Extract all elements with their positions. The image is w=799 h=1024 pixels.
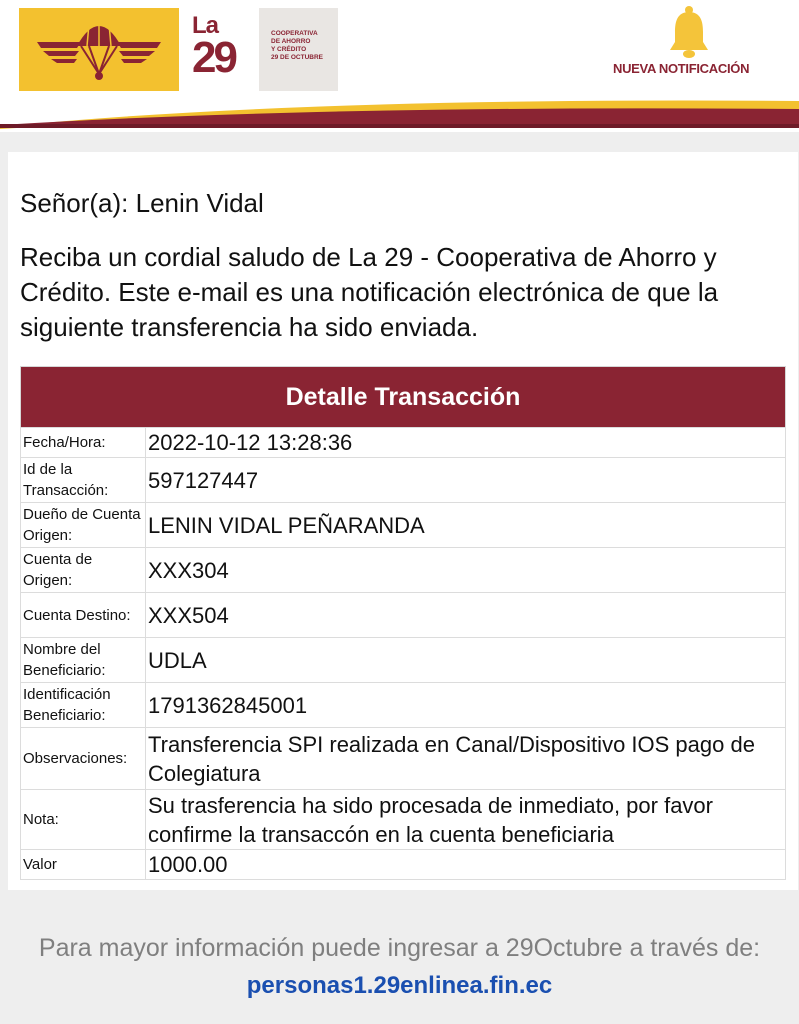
row-value: UDLA [146, 638, 786, 683]
email-header [0, 0, 799, 132]
online-banking-link[interactable]: personas1.29enlinea.fin.ec [246, 972, 553, 999]
table-row [21, 850, 786, 880]
greeting: Señor(a): Lenin Vidal [20, 188, 264, 218]
row-label: Cuenta Destino: [21, 593, 146, 638]
coop-line-1: COOPERATIVA [271, 30, 318, 37]
table-row [21, 503, 786, 548]
table-row [21, 683, 786, 728]
parachute-wings-icon [19, 8, 179, 91]
row-label: Nombre del Beneficiario: [21, 638, 146, 683]
row-value: 597127447 [146, 458, 786, 503]
bell-icon [666, 4, 712, 60]
coop-line-2: DE AHORRO [271, 38, 311, 45]
table-row [21, 790, 786, 850]
header-swoosh-divider [0, 95, 799, 135]
table-row [21, 548, 786, 593]
logo-29-text: 29 [192, 33, 235, 82]
row-label: Cuenta de Origen: [21, 548, 146, 593]
cooperative-name [271, 30, 335, 62]
row-label: Identificación Beneficiario: [21, 683, 146, 728]
cooperative-name-box [259, 8, 338, 91]
table-row [21, 458, 786, 503]
new-notification-label: NUEVA NOTIFICACIÓN [613, 61, 750, 76]
row-label: Fecha/Hora: [21, 428, 146, 458]
table-title: Detalle Transacción [21, 367, 786, 428]
row-value: Su trasferencia ha sido procesada de inmediato, por favor confirme la transaccón en la cuenta beneficiaria [146, 790, 786, 850]
row-value: XXX304 [146, 548, 786, 593]
transaction-detail-table [20, 366, 786, 880]
intro-paragraph: Reciba un cordial saludo de La 29 - Cooperativa de Ahorro y Crédito. Este e-mail es una notificación electrónica de que la siguiente transferencia ha sido enviada. [20, 242, 719, 342]
coop-line-4: 29 DE OCTUBRE [271, 54, 324, 61]
table-row [21, 728, 786, 790]
row-label: Valor [21, 850, 146, 880]
message-card [8, 152, 798, 890]
row-label: Observaciones: [21, 728, 146, 790]
row-value: LENIN VIDAL PEÑARANDA [146, 503, 786, 548]
row-label: Nota: [21, 790, 146, 850]
la29-logo [186, 14, 252, 80]
brand-emblem [19, 8, 179, 91]
row-value: 2022-10-12 13:28:36 [146, 428, 786, 458]
row-value: Transferencia SPI realizada en Canal/Dispositivo IOS pago de Colegiatura [146, 728, 786, 790]
footer-info-text: Para mayor información puede ingresar a 29Octubre a través de: [38, 934, 761, 962]
logo-la-text: La [192, 12, 219, 39]
row-label: Dueño de Cuenta Origen: [21, 503, 146, 548]
coop-line-3: Y CRÉDITO [271, 46, 307, 53]
table-row [21, 428, 786, 458]
table-row [21, 593, 786, 638]
row-label: Id de la Transacción: [21, 458, 146, 503]
row-value: 1000.00 [146, 850, 786, 880]
row-value: 1791362845001 [146, 683, 786, 728]
table-row [21, 638, 786, 683]
row-value: XXX504 [146, 593, 786, 638]
